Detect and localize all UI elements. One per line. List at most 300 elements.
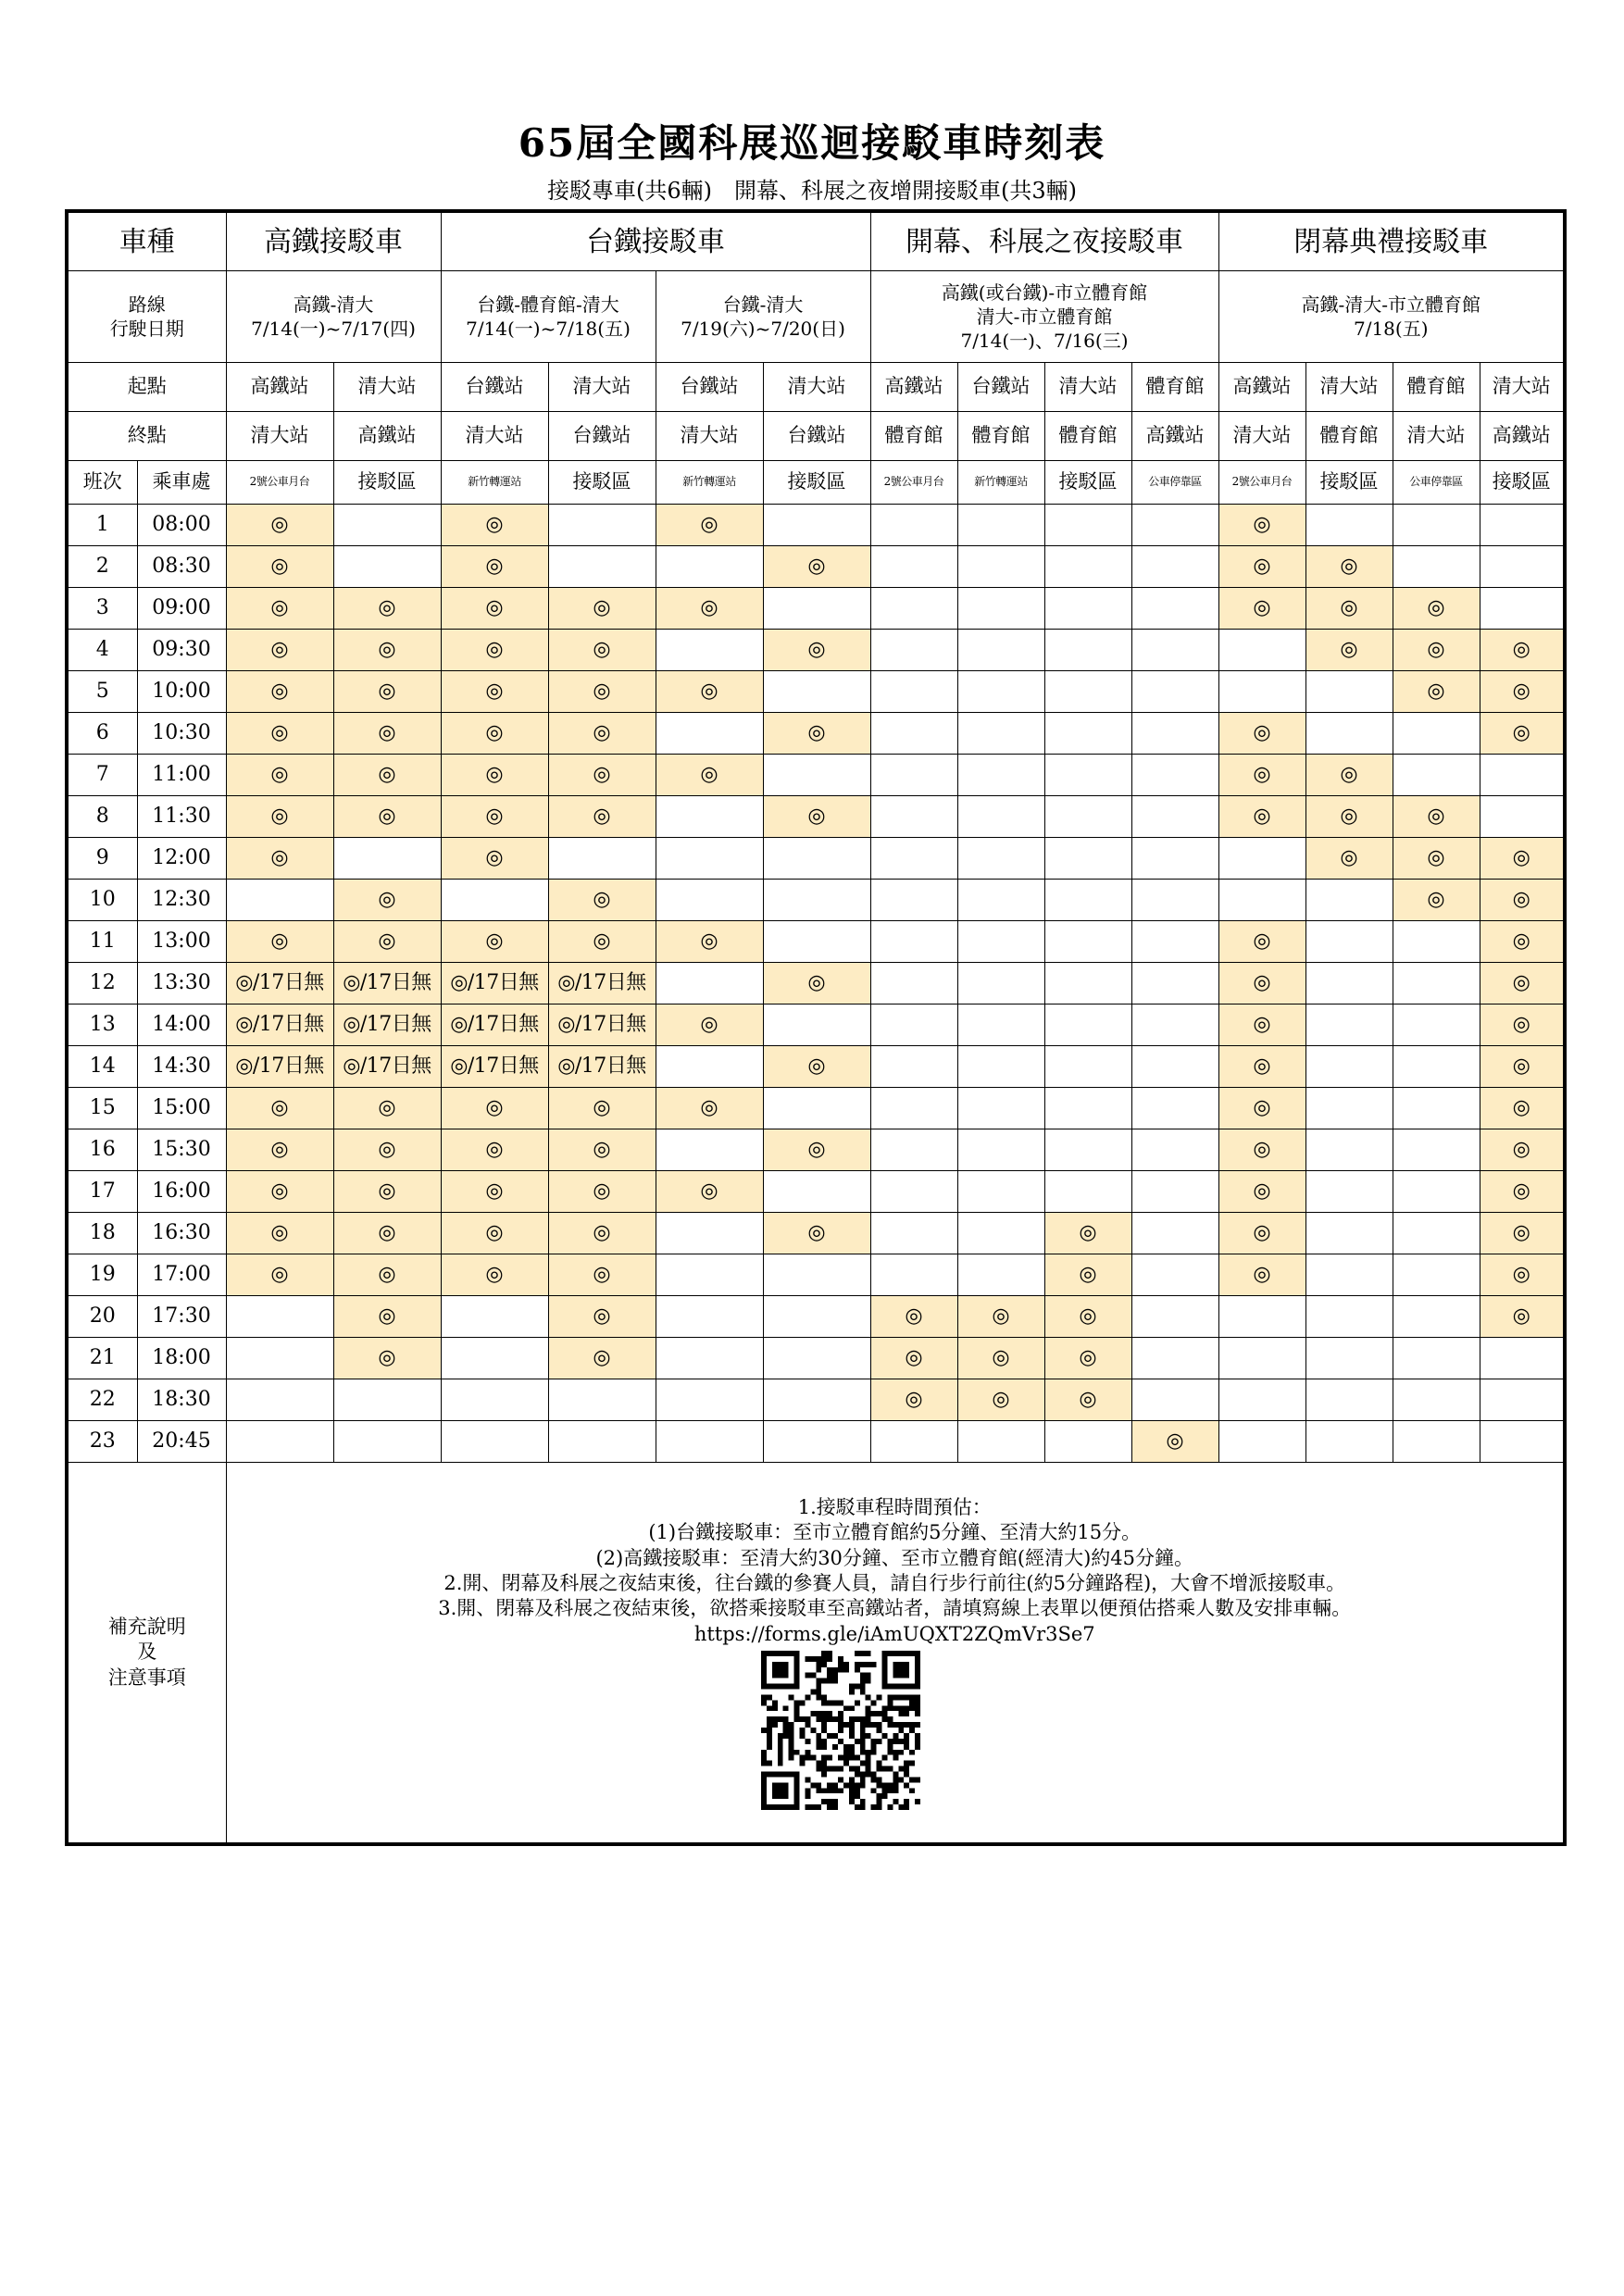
empty-cell <box>1480 588 1565 630</box>
end-point-cell: 清大站 <box>441 412 548 461</box>
service-mark: ◎ <box>656 921 763 963</box>
note-line: (1)台鐵接駁車：至市立體育館約5分鐘、至清大約15分。 <box>648 1521 1142 1544</box>
service-mark: ◎ <box>1480 1004 1565 1046</box>
page-title: 65屆全國科展巡迴接駁車時刻表 <box>518 120 1106 166</box>
service-mark: ◎ <box>441 713 548 755</box>
service-mark-not-17th: ◎/17日無 <box>333 963 441 1004</box>
empty-cell <box>870 880 957 921</box>
schedule-row <box>67 1129 1565 1171</box>
service-mark: ◎ <box>957 1338 1044 1379</box>
empty-cell <box>1305 1213 1393 1254</box>
service-mark: ◎ <box>333 1254 441 1296</box>
empty-cell <box>870 1213 957 1254</box>
service-mark: ◎ <box>1218 713 1305 755</box>
run-number: 21 <box>67 1338 137 1379</box>
service-mark: ◎ <box>333 921 441 963</box>
empty-cell <box>870 1421 957 1463</box>
end-point-cell: 台鐵站 <box>548 412 656 461</box>
departure-time: 18:00 <box>137 1338 226 1379</box>
start-point-row <box>67 363 1565 412</box>
service-mark-not-17th: ◎/17日無 <box>441 1004 548 1046</box>
run-number: 11 <box>67 921 137 963</box>
service-mark-not-17th: ◎/17日無 <box>441 1046 548 1088</box>
run-number: 19 <box>67 1254 137 1296</box>
service-mark: ◎ <box>1393 838 1480 880</box>
empty-cell <box>656 1254 763 1296</box>
service-mark: ◎ <box>226 1171 333 1213</box>
empty-cell <box>957 1213 1044 1254</box>
empty-cell <box>1131 546 1218 588</box>
empty-cell <box>1393 713 1480 755</box>
boarding-stop-cell: 公車停靠區 <box>1131 461 1218 505</box>
empty-cell <box>656 963 763 1004</box>
departure-time: 10:30 <box>137 713 226 755</box>
service-mark: ◎ <box>441 1088 548 1129</box>
start-point-cell: 清大站 <box>763 363 870 412</box>
schedule-row <box>67 1046 1565 1088</box>
boarding-stop-row <box>67 461 1565 505</box>
empty-cell <box>1305 1046 1393 1088</box>
empty-cell <box>1218 838 1305 880</box>
empty-cell <box>1480 755 1565 796</box>
service-mark: ◎ <box>1305 588 1393 630</box>
service-mark: ◎ <box>548 1129 656 1171</box>
empty-cell <box>1044 1421 1131 1463</box>
empty-cell <box>226 1338 333 1379</box>
empty-cell <box>548 1421 656 1463</box>
run-number: 6 <box>67 713 137 755</box>
service-mark: ◎ <box>226 1213 333 1254</box>
empty-cell <box>1131 963 1218 1004</box>
empty-cell <box>1305 1296 1393 1338</box>
empty-cell <box>870 921 957 963</box>
service-mark: ◎ <box>1480 630 1565 671</box>
route-hsr <box>226 271 441 363</box>
service-mark: ◎ <box>441 838 548 880</box>
empty-cell <box>1131 1379 1218 1421</box>
service-mark: ◎ <box>333 671 441 713</box>
boarding-stop-cell: 接駁區 <box>548 461 656 505</box>
service-mark-not-17th: ◎/17日無 <box>548 963 656 1004</box>
run-number: 13 <box>67 1004 137 1046</box>
start-point-cell: 清大站 <box>1044 363 1131 412</box>
empty-cell <box>333 838 441 880</box>
service-mark: ◎ <box>441 1171 548 1213</box>
empty-cell <box>1393 1338 1480 1379</box>
empty-cell <box>957 546 1044 588</box>
notes-label-line: 注意事項 <box>107 1666 186 1689</box>
empty-cell <box>1393 1379 1480 1421</box>
route-dates: 7/14(一)~7/17(四) <box>251 318 416 340</box>
empty-cell <box>1480 1379 1565 1421</box>
route-tra-weekend <box>656 271 870 363</box>
start-point-label: 起點 <box>67 363 226 412</box>
empty-cell <box>763 1004 870 1046</box>
end-point-cell: 體育館 <box>1305 412 1393 461</box>
departure-time: 13:30 <box>137 963 226 1004</box>
group-hsr-shuttle: 高鐵接駁車 <box>226 211 441 271</box>
empty-cell <box>870 713 957 755</box>
service-mark: ◎ <box>1305 755 1393 796</box>
route-text: 台鐵-清大 <box>722 293 804 316</box>
service-mark: ◎ <box>333 1129 441 1171</box>
service-mark: ◎ <box>1044 1338 1131 1379</box>
empty-cell <box>1044 838 1131 880</box>
empty-cell <box>548 838 656 880</box>
service-mark: ◎ <box>333 755 441 796</box>
schedule-row <box>67 838 1565 880</box>
empty-cell <box>1131 796 1218 838</box>
service-mark: ◎ <box>1218 1004 1305 1046</box>
departure-time: 16:30 <box>137 1213 226 1254</box>
service-mark: ◎ <box>333 1296 441 1338</box>
empty-cell <box>870 1171 957 1213</box>
schedule-row <box>67 588 1565 630</box>
service-mark: ◎ <box>1044 1213 1131 1254</box>
schedule-row <box>67 1004 1565 1046</box>
service-mark: ◎ <box>763 713 870 755</box>
group-tra-shuttle: 台鐵接駁車 <box>441 211 870 271</box>
schedule-row <box>67 1421 1565 1463</box>
empty-cell <box>656 838 763 880</box>
run-number: 17 <box>67 1171 137 1213</box>
end-point-cell: 體育館 <box>1044 412 1131 461</box>
empty-cell <box>957 505 1044 546</box>
service-mark: ◎ <box>1218 796 1305 838</box>
service-mark: ◎ <box>763 1213 870 1254</box>
service-mark: ◎ <box>441 588 548 630</box>
empty-cell <box>763 921 870 963</box>
empty-cell <box>656 1296 763 1338</box>
end-point-cell: 高鐵站 <box>1131 412 1218 461</box>
empty-cell <box>1131 1296 1218 1338</box>
service-mark: ◎ <box>1393 796 1480 838</box>
note-line: 2.開、閉幕及科展之夜結束後，往台鐵的參賽人員，請自行步行前往(約5分鐘路程)，大會不增派接駁車。 <box>443 1572 1346 1594</box>
service-mark: ◎ <box>441 1129 548 1171</box>
route-tra-weekday <box>441 271 656 363</box>
service-mark: ◎ <box>870 1338 957 1379</box>
run-number: 8 <box>67 796 137 838</box>
empty-cell <box>1131 1004 1218 1046</box>
departure-time: 08:00 <box>137 505 226 546</box>
service-mark: ◎ <box>1218 1129 1305 1171</box>
empty-cell <box>763 838 870 880</box>
service-mark: ◎ <box>763 796 870 838</box>
empty-cell <box>1044 880 1131 921</box>
service-mark: ◎ <box>226 588 333 630</box>
empty-cell <box>1393 1213 1480 1254</box>
empty-cell <box>870 1088 957 1129</box>
route-label-line: 路線 <box>128 293 166 316</box>
empty-cell <box>656 1379 763 1421</box>
run-number: 9 <box>67 838 137 880</box>
service-mark: ◎ <box>1131 1421 1218 1463</box>
run-number: 18 <box>67 1213 137 1254</box>
service-mark: ◎ <box>548 1338 656 1379</box>
empty-cell <box>1305 963 1393 1004</box>
run-number: 22 <box>67 1379 137 1421</box>
departure-time: 13:00 <box>137 921 226 963</box>
service-mark: ◎ <box>870 1379 957 1421</box>
departure-time: 11:00 <box>137 755 226 796</box>
empty-cell <box>763 588 870 630</box>
vehicle-type-label: 車種 <box>67 211 226 271</box>
service-mark: ◎ <box>1305 796 1393 838</box>
service-mark: ◎ <box>1044 1254 1131 1296</box>
boarding-stop-cell: 2號公車月台 <box>870 461 957 505</box>
service-mark: ◎ <box>333 1088 441 1129</box>
empty-cell <box>1044 1129 1131 1171</box>
end-point-cell: 台鐵站 <box>763 412 870 461</box>
empty-cell <box>1393 1171 1480 1213</box>
boarding-stop-label: 乘車處 <box>137 461 226 505</box>
empty-cell <box>763 880 870 921</box>
service-mark: ◎ <box>1044 1296 1131 1338</box>
route-closing-ceremony <box>1218 271 1565 363</box>
page-subtitle: 接駁專車(共6輛) 開幕、科展之夜增開接駁車(共3輛) <box>547 178 1077 204</box>
empty-cell <box>1044 796 1131 838</box>
empty-cell <box>870 1254 957 1296</box>
empty-cell <box>1131 671 1218 713</box>
end-point-cell: 高鐵站 <box>1480 412 1565 461</box>
empty-cell <box>763 1088 870 1129</box>
boarding-stop-cell: 接駁區 <box>1305 461 1393 505</box>
service-mark: ◎ <box>333 880 441 921</box>
start-point-cell: 高鐵站 <box>1218 363 1305 412</box>
service-mark: ◎ <box>957 1379 1044 1421</box>
service-mark: ◎ <box>1218 1046 1305 1088</box>
empty-cell <box>1305 1088 1393 1129</box>
empty-cell <box>226 880 333 921</box>
departure-time: 17:00 <box>137 1254 226 1296</box>
empty-cell <box>1393 1254 1480 1296</box>
service-mark: ◎ <box>548 588 656 630</box>
service-mark: ◎ <box>548 1213 656 1254</box>
empty-cell <box>1305 1338 1393 1379</box>
service-mark: ◎ <box>333 713 441 755</box>
departure-time: 15:00 <box>137 1088 226 1129</box>
service-mark: ◎ <box>1218 921 1305 963</box>
empty-cell <box>870 963 957 1004</box>
empty-cell <box>1305 1171 1393 1213</box>
start-point-cell: 體育館 <box>1393 363 1480 412</box>
service-mark: ◎ <box>870 1296 957 1338</box>
empty-cell <box>957 1088 1044 1129</box>
schedule-row <box>67 1296 1565 1338</box>
empty-cell <box>656 1213 763 1254</box>
empty-cell <box>1218 880 1305 921</box>
end-point-cell: 清大站 <box>1393 412 1480 461</box>
route-dates: 7/14(一)~7/18(五) <box>466 318 631 340</box>
route-dates: 7/18(五) <box>1353 318 1429 340</box>
run-number: 20 <box>67 1296 137 1338</box>
group-closing-ceremony-shuttle: 閉幕典禮接駁車 <box>1218 211 1565 271</box>
service-mark: ◎ <box>1044 1379 1131 1421</box>
empty-cell <box>226 1421 333 1463</box>
route-opening-night <box>870 271 1218 363</box>
empty-cell <box>1131 505 1218 546</box>
empty-cell <box>226 1379 333 1421</box>
empty-cell <box>763 1296 870 1338</box>
service-mark: ◎ <box>763 630 870 671</box>
service-mark: ◎ <box>1305 630 1393 671</box>
empty-cell <box>1393 1088 1480 1129</box>
service-mark: ◎ <box>1305 546 1393 588</box>
form-link[interactable]: https://forms.gle/iAmUQXT2ZQmVr3Se7 <box>693 1622 1095 1645</box>
empty-cell <box>656 880 763 921</box>
empty-cell <box>656 546 763 588</box>
service-mark: ◎ <box>226 713 333 755</box>
schedule-row <box>67 671 1565 713</box>
route-dates: 7/14(一)、7/16(三) <box>960 330 1129 352</box>
empty-cell <box>763 1254 870 1296</box>
empty-cell <box>441 1379 548 1421</box>
empty-cell <box>870 1004 957 1046</box>
service-mark: ◎ <box>226 546 333 588</box>
start-point-cell: 高鐵站 <box>226 363 333 412</box>
service-mark: ◎ <box>1480 921 1565 963</box>
service-mark-not-17th: ◎/17日無 <box>548 1046 656 1088</box>
empty-cell <box>1131 880 1218 921</box>
service-mark: ◎ <box>548 796 656 838</box>
departure-time: 17:30 <box>137 1296 226 1338</box>
end-point-cell: 清大站 <box>226 412 333 461</box>
service-mark: ◎ <box>1218 505 1305 546</box>
service-mark: ◎ <box>548 630 656 671</box>
service-mark: ◎ <box>548 755 656 796</box>
empty-cell <box>957 796 1044 838</box>
empty-cell <box>656 796 763 838</box>
service-mark: ◎ <box>441 921 548 963</box>
departure-time: 20:45 <box>137 1421 226 1463</box>
service-mark: ◎ <box>656 505 763 546</box>
service-mark: ◎ <box>333 1338 441 1379</box>
service-mark: ◎ <box>1480 1171 1565 1213</box>
run-number: 3 <box>67 588 137 630</box>
service-mark: ◎ <box>441 755 548 796</box>
service-mark: ◎ <box>441 505 548 546</box>
boarding-stop-cell: 接駁區 <box>1480 461 1565 505</box>
service-mark: ◎ <box>441 630 548 671</box>
note-line: 1.接駁車程時間預估： <box>797 1496 992 1519</box>
notes-label <box>67 1463 226 1845</box>
note-line: (2)高鐵接駁車：至清大約30分鐘、至市立體育館(經清大)約45分鐘。 <box>595 1546 1194 1569</box>
service-mark: ◎ <box>333 1213 441 1254</box>
service-mark: ◎ <box>441 671 548 713</box>
schedule-row <box>67 1379 1565 1421</box>
empty-cell <box>333 505 441 546</box>
boarding-stop-cell: 接駁區 <box>763 461 870 505</box>
run-number: 4 <box>67 630 137 671</box>
start-point-cell: 清大站 <box>1480 363 1565 412</box>
empty-cell <box>1044 963 1131 1004</box>
departure-time: 12:00 <box>137 838 226 880</box>
empty-cell <box>1131 1129 1218 1171</box>
service-mark-not-17th: ◎/17日無 <box>441 963 548 1004</box>
run-number: 12 <box>67 963 137 1004</box>
schedule-row <box>67 921 1565 963</box>
empty-cell <box>1480 1421 1565 1463</box>
departure-time: 15:30 <box>137 1129 226 1171</box>
note-line: 3.開、閉幕及科展之夜結束後，欲搭乘接駁車至高鐵站者，請填寫線上表單以便預估搭乘人數及安排車輛。 <box>438 1597 1352 1620</box>
service-mark: ◎ <box>548 1171 656 1213</box>
empty-cell <box>870 796 957 838</box>
schedule-row <box>67 963 1565 1004</box>
boarding-stop-cell: 新竹轉運站 <box>656 461 763 505</box>
empty-cell <box>1393 755 1480 796</box>
end-point-cell: 清大站 <box>1218 412 1305 461</box>
service-mark: ◎ <box>548 1088 656 1129</box>
empty-cell <box>441 1296 548 1338</box>
service-mark: ◎ <box>548 880 656 921</box>
route-dates: 7/19(六)~7/20(日) <box>681 318 845 340</box>
service-mark: ◎ <box>656 588 763 630</box>
service-mark: ◎ <box>1480 1296 1565 1338</box>
empty-cell <box>1305 671 1393 713</box>
vehicle-type-row <box>67 211 1565 271</box>
empty-cell <box>1393 546 1480 588</box>
service-mark: ◎ <box>1480 1213 1565 1254</box>
service-mark: ◎ <box>1218 546 1305 588</box>
run-number: 7 <box>67 755 137 796</box>
empty-cell <box>1393 1004 1480 1046</box>
start-point-cell: 體育館 <box>1131 363 1218 412</box>
end-point-cell: 體育館 <box>870 412 957 461</box>
empty-cell <box>1480 796 1565 838</box>
service-mark: ◎ <box>226 755 333 796</box>
empty-cell <box>870 671 957 713</box>
empty-cell <box>1305 921 1393 963</box>
service-mark: ◎ <box>656 755 763 796</box>
empty-cell <box>1131 588 1218 630</box>
empty-cell <box>656 1046 763 1088</box>
service-mark: ◎ <box>1480 963 1565 1004</box>
empty-cell <box>1305 1379 1393 1421</box>
route-text: 高鐵(或台鐵)-市立體育館 <box>941 281 1148 304</box>
empty-cell <box>1305 1254 1393 1296</box>
empty-cell <box>870 588 957 630</box>
empty-cell <box>870 1046 957 1088</box>
service-mark: ◎ <box>226 1129 333 1171</box>
route-label <box>67 271 226 363</box>
service-mark: ◎ <box>226 671 333 713</box>
service-mark: ◎ <box>1393 588 1480 630</box>
empty-cell <box>957 713 1044 755</box>
service-mark: ◎ <box>763 963 870 1004</box>
service-mark-not-17th: ◎/17日無 <box>333 1004 441 1046</box>
empty-cell <box>1131 1254 1218 1296</box>
empty-cell <box>1218 671 1305 713</box>
service-mark: ◎ <box>763 1046 870 1088</box>
empty-cell <box>763 1421 870 1463</box>
boarding-stop-cell: 2號公車月台 <box>1218 461 1305 505</box>
end-point-row <box>67 412 1565 461</box>
departure-time: 14:00 <box>137 1004 226 1046</box>
service-mark: ◎ <box>763 546 870 588</box>
end-point-label: 終點 <box>67 412 226 461</box>
service-mark: ◎ <box>763 1129 870 1171</box>
run-number: 1 <box>67 505 137 546</box>
service-mark: ◎ <box>441 546 548 588</box>
service-mark: ◎ <box>226 921 333 963</box>
empty-cell <box>1305 1421 1393 1463</box>
empty-cell <box>548 1379 656 1421</box>
empty-cell <box>1131 1338 1218 1379</box>
start-point-cell: 台鐵站 <box>957 363 1044 412</box>
qr-code-icon <box>761 1651 920 1810</box>
departure-time: 16:00 <box>137 1171 226 1213</box>
empty-cell <box>957 1421 1044 1463</box>
